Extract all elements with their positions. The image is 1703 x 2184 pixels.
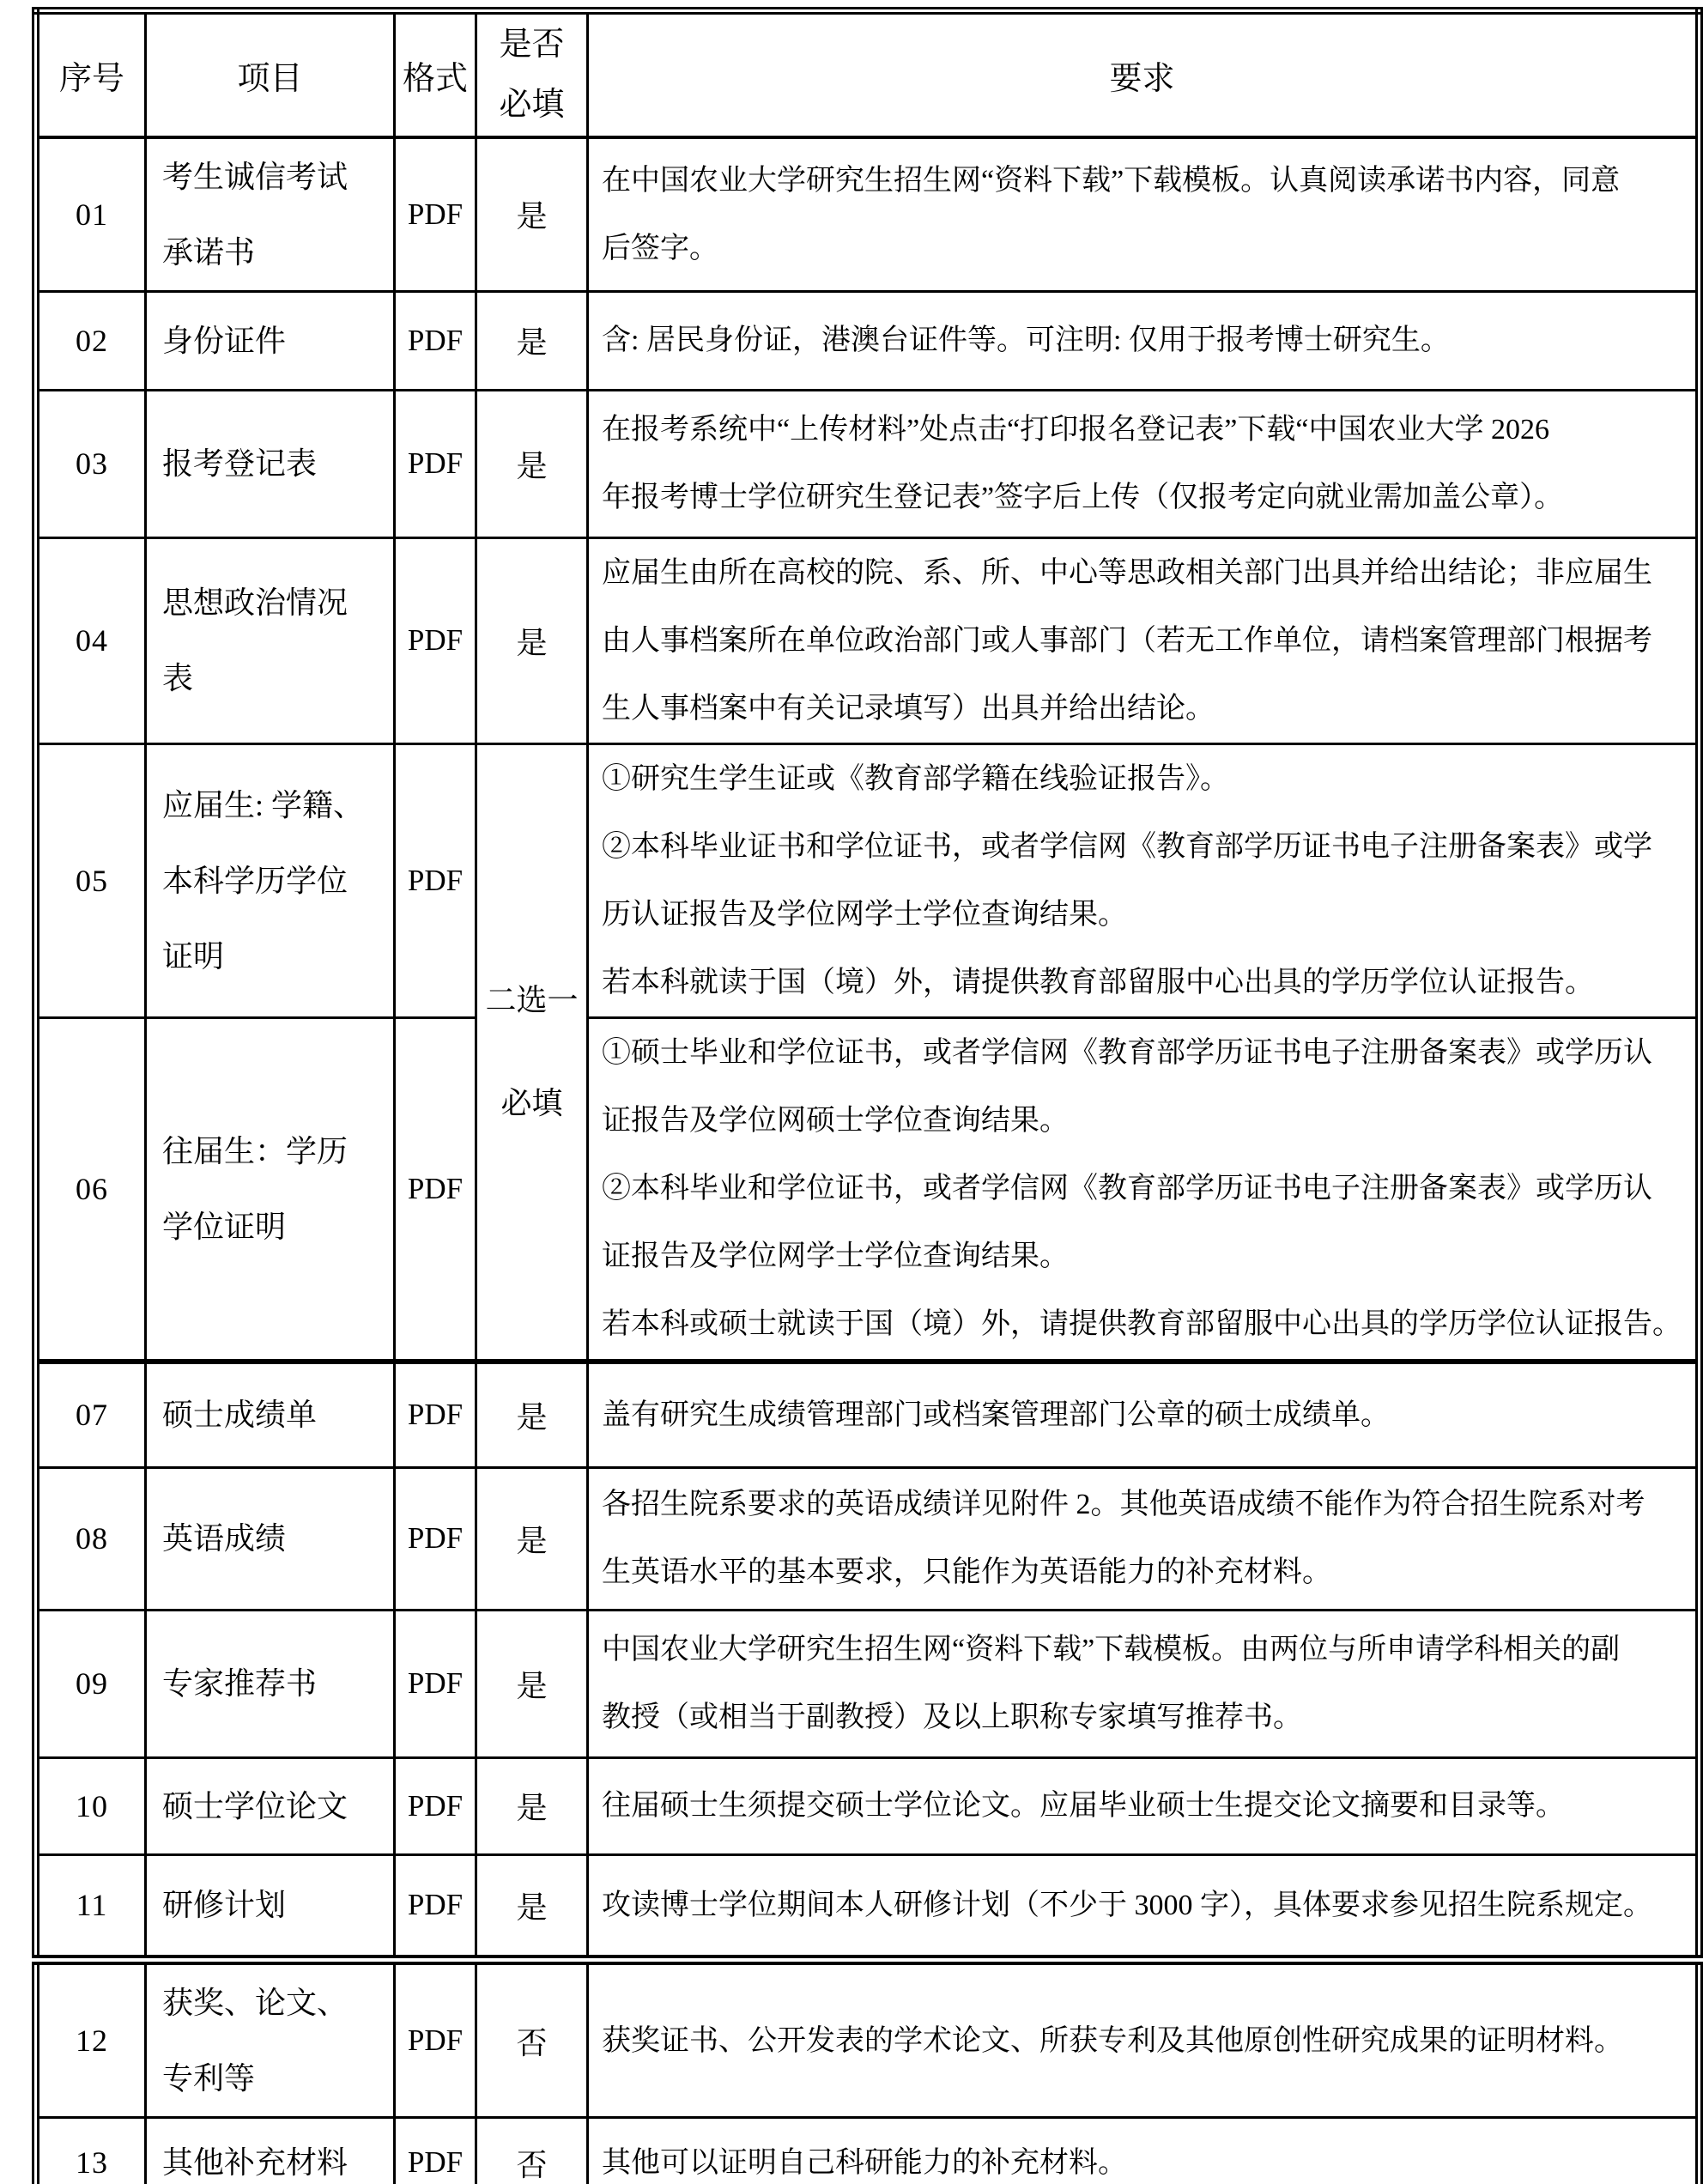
requirement-line: 教授（或相当于副教授）及以上职称专家填写推荐书。 [602,1702,1302,1733]
requirement-line: 往届硕士生须提交硕士学位论文。应届毕业硕士生提交论文摘要和目录等。 [602,1790,1565,1822]
cell-item [146,291,395,390]
cell-format: PDF [395,1017,476,1362]
cell-seq: 07 [36,1362,146,1467]
requirement-line: 由人事档案所在单位政治部门或人事部门（若无工作单位，请档案管理部门根据考 [602,624,1652,657]
column-header-seq: 序号 [36,11,146,137]
requirement-line: 在报考系统中“上传材料”处点击“打印报名登记表”下载“中国农业大学 2026 [602,414,1549,446]
table-row [36,1017,1700,1362]
cell-format: PDF [395,743,476,1017]
cell-item [146,1610,395,1757]
cell-requirement [588,390,1700,537]
item-line: 本科学历学位 [162,863,348,898]
cell-required: 是 [476,1467,588,1610]
cell-format: PDF [395,137,476,292]
item-line: 考生诚信考试 [162,159,348,194]
requirement-line: 若本科或硕士就读于国（境）外，请提供教育部留服中心出具的学历学位认证报告。 [602,1308,1682,1341]
table-row [36,390,1700,537]
cell-item [146,743,395,1017]
cell-seq: 04 [36,537,146,743]
cell-requirement [588,743,1700,1017]
table-row [36,2118,1700,2184]
cell-required: 是 [476,537,588,743]
header-required-line: 必填 [499,87,565,124]
requirement-line: 其他可以证明自己科研能力的补充材料。 [602,2146,1127,2179]
requirement-line: ②本科毕业证书和学位证书，或者学信网《教育部学历证书电子注册备案表》或学 [602,830,1652,863]
cell-format: PDF [395,1610,476,1757]
cell-seq: 03 [36,390,146,537]
cell-item [146,1757,395,1854]
column-header-item: 项目 [146,11,395,137]
requirement-line: 攻读博士学位期间本人研修计划（不少于 3000 字），具体要求参见招生院系规定。 [602,1889,1652,1921]
requirement-line: 中国农业大学研究生招生网“资料下载”下载模板。由两位与所申请学科相关的副 [602,1634,1621,1665]
cell-format: PDF [395,1362,476,1467]
cell-requirement [588,537,1700,743]
cell-requirement [588,2118,1700,2184]
cell-seq: 08 [36,1467,146,1610]
cell-format: PDF [395,1757,476,1854]
table-row [36,1610,1700,1757]
table-row [36,1467,1700,1610]
requirement-line: ①研究生学生证或《教育部学籍在线验证报告》。 [602,762,1229,795]
cell-requirement [588,137,1700,292]
item-line: 往届生：学历 [162,1133,348,1168]
item-line: 英语成绩 [162,1521,287,1556]
table-row [36,1960,1700,2118]
cell-requirement [588,1362,1700,1467]
requirement-line: 历认证报告及学位网学士学位查询结果。 [602,898,1127,931]
cell-required-merged [476,743,588,1362]
cell-format: PDF [395,1854,476,1960]
cell-required: 是 [476,390,588,537]
requirement-line: 各招生院系要求的英语成绩详见附件 2。其他英语成绩不能作为符合招生院系对考 [602,1489,1645,1520]
requirement-line: 后签字。 [602,232,718,264]
cell-item [146,1854,395,1960]
cell-format: PDF [395,291,476,390]
required-merged-line: 二选一 [485,983,579,1018]
cell-item [146,1467,395,1610]
requirement-line: 盖有研究生成绩管理部门或档案管理部门公章的硕士成绩单。 [602,1398,1390,1431]
item-line: 研修计划 [162,1888,287,1923]
cell-requirement [588,291,1700,390]
cell-item [146,1362,395,1467]
cell-required: 是 [476,1757,588,1854]
cell-required: 是 [476,291,588,390]
table-row [36,537,1700,743]
cell-format: PDF [395,1467,476,1610]
cell-requirement [588,1854,1700,1960]
cell-item [146,1017,395,1362]
cell-required: 是 [476,1610,588,1757]
item-line: 报考登记表 [162,446,318,481]
header-required-line: 是否 [499,27,565,64]
cell-item [146,537,395,743]
cell-format: PDF [395,390,476,537]
cell-required: 否 [476,2118,588,2184]
item-line: 表 [162,661,194,695]
item-line: 硕士学位论文 [162,1788,348,1823]
item-line: 硕士成绩单 [162,1398,318,1433]
column-header-format: 格式 [395,11,476,137]
item-line: 证明 [162,938,225,974]
cell-seq: 02 [36,291,146,390]
cell-seq: 05 [36,743,146,1017]
item-line: 获奖、论文、 [162,1986,348,2020]
cell-format: PDF [395,537,476,743]
requirement-line: 证报告及学位网学士学位查询结果。 [602,1241,1069,1273]
cell-format: PDF [395,2118,476,2184]
cell-required: 否 [476,1960,588,2118]
item-line: 专家推荐书 [162,1666,318,1701]
requirement-line: ②本科毕业和学位证书，或者学信网《教育部学历证书电子注册备案表》或学历认 [602,1173,1652,1205]
requirement-line: 年报考博士学位研究生登记表”签字后上传（仅报考定向就业需加盖公章）。 [602,482,1564,513]
table-row [36,1362,1700,1467]
requirement-line: 若本科就读于国（境）外，请提供教育部留服中心出具的学历学位认证报告。 [602,966,1594,998]
requirement-line: 证报告及学位网硕士学位查询结果。 [602,1105,1069,1138]
requirement-line: 生英语水平的基本要求，只能作为英语能力的补充材料。 [602,1556,1331,1588]
column-header-requirement: 要求 [588,11,1700,137]
cell-format: PDF [395,1960,476,2118]
item-line: 身份证件 [162,323,287,358]
cell-item [146,390,395,537]
requirement-line: ①硕士毕业和学位证书，或者学信网《教育部学历证书电子注册备案表》或学历认 [602,1037,1652,1070]
table-row [36,137,1700,292]
item-line: 应届生: 学籍、 [162,787,365,822]
item-line: 思想政治情况 [162,585,348,620]
table-row [36,291,1700,390]
item-line: 学位证明 [162,1209,287,1244]
requirement-line: 在中国农业大学研究生招生网“资料下载”下载模板。认真阅读承诺书内容，同意 [602,164,1621,197]
upload-materials-table [32,7,1703,2184]
cell-seq: 10 [36,1757,146,1854]
table-row [36,743,1700,1017]
column-header-required [476,11,588,137]
table-row [36,1757,1700,1854]
cell-required: 是 [476,1362,588,1467]
requirement-line: 应届生由所在高校的院、系、所、中心等思政相关部门出具并给出结论；非应届生 [602,556,1652,589]
cell-seq: 12 [36,1960,146,2118]
item-line: 承诺书 [162,234,256,270]
cell-seq: 01 [36,137,146,292]
item-line: 专利等 [162,2061,256,2096]
requirement-line: 含: 居民身份证，港澳台证件等。可注明: 仅用于报考博士研究生。 [602,325,1450,356]
cell-seq: 11 [36,1854,146,1960]
table-row [36,1854,1700,1960]
cell-seq: 06 [36,1017,146,1362]
cell-item [146,1960,395,2118]
cell-seq: 09 [36,1610,146,1757]
header-row [36,11,1700,137]
required-merged-line: 必填 [500,1086,563,1121]
cell-requirement [588,1960,1700,2118]
cell-requirement [588,1610,1700,1757]
cell-item [146,137,395,292]
cell-item [146,2118,395,2184]
cell-requirement [588,1757,1700,1854]
cell-required: 是 [476,137,588,292]
cell-requirement [588,1467,1700,1610]
cell-required: 是 [476,1854,588,1960]
requirement-line: 生人事档案中有关记录填写）出具并给出结论。 [602,692,1215,725]
cell-seq: 13 [36,2118,146,2184]
requirement-line: 获奖证书、公开发表的学术论文、所获专利及其他原创性研究成果的证明材料。 [602,2024,1623,2057]
item-line: 其他补充材料 [162,2145,348,2180]
cell-requirement [588,1017,1700,1362]
